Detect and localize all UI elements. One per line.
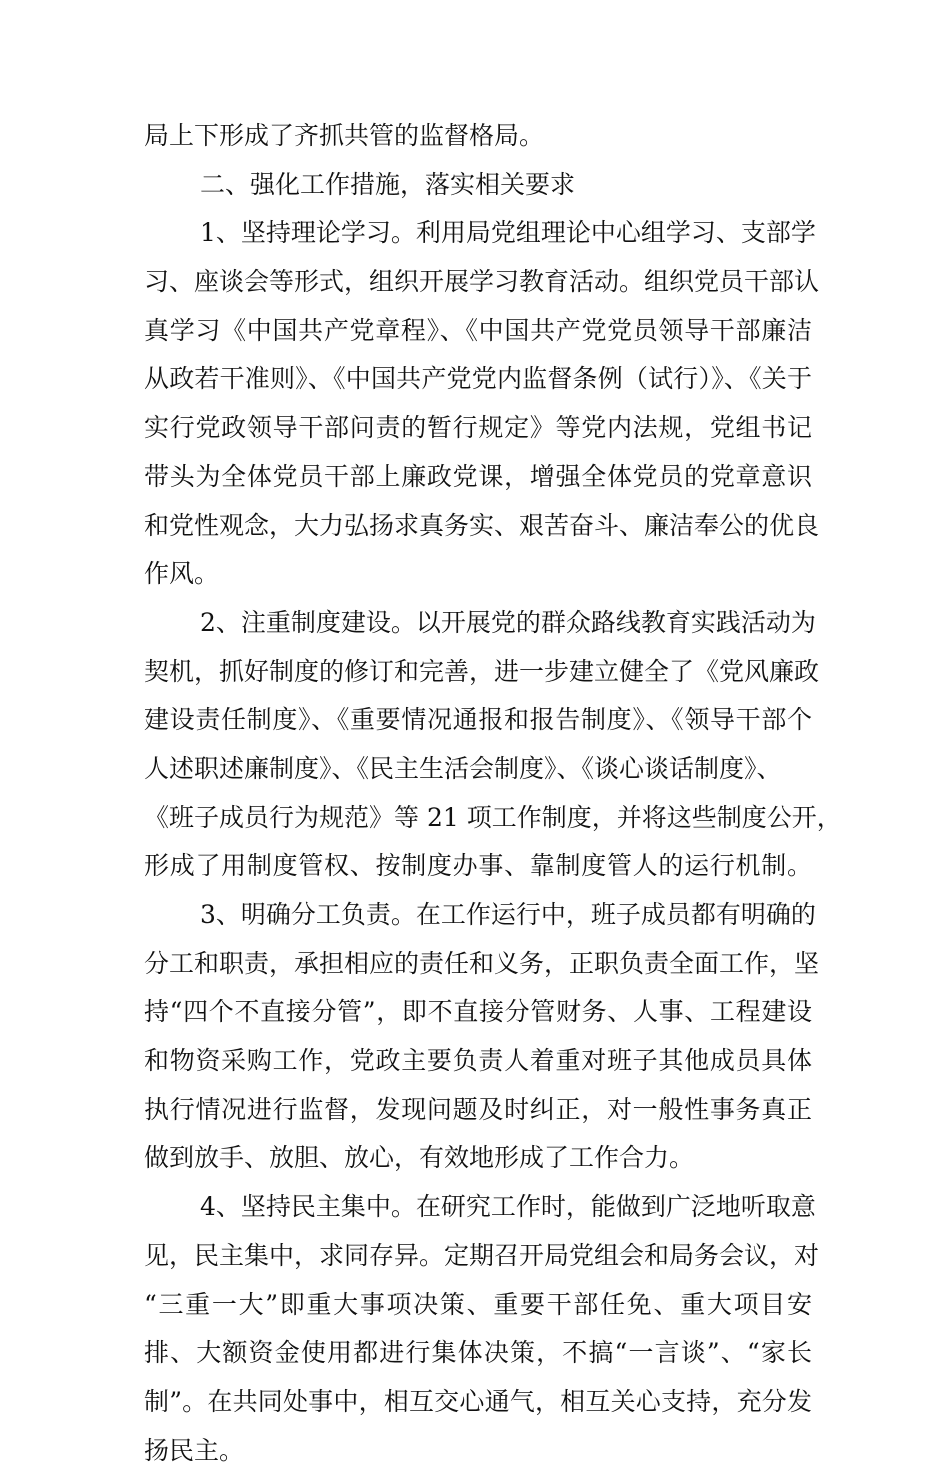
text-line: 建设责任制度》、《重要情况通报和报告制度》、《领导干部个 [144,705,812,735]
text-line: 习、座谈会等形式，组织开展学习教育活动。组织党员干部认 [144,267,820,297]
text-line: 和物资采购工作，党政主要负责人着重对班子其他成员具体 [144,1046,812,1076]
text-line: 执行情况进行监督，发现问题及时纠正，对一般性事务真正 [144,1094,812,1124]
text-line: 形成了用制度管权、按制度办事、靠制度管人的运行机制。 [144,851,812,881]
text-line: 契机，抓好制度的修订和完善，进一步建立健全了《党风廉政 [144,656,820,686]
text-line: 4、坚持民主集中。在研究工作时，能做到广泛地听取意 [200,1192,816,1222]
text-line: 二、强化工作措施，落实相关要求 [200,169,576,199]
text-line: 《班子成员行为规范》等 21 项工作制度，并将这些制度公开， [144,802,842,832]
text-line: 扬民主。 [144,1435,245,1465]
text-line: 和党性观念，大力弘扬求真务实、艰苦奋斗、廉洁奉公的优良 [144,510,820,540]
text-line: 真学习《中国共产党章程》、《中国共产党党员领导干部廉洁 [144,315,812,345]
text-line: 局上下形成了齐抓共管的监督格局。 [144,121,545,150]
text-line: 1、坚持理论学习。利用局党组理论中心组学习、支部学 [200,218,816,248]
text-line: 持“四个不直接分管”，即不直接分管财务、人事、工程建设 [144,997,812,1027]
text-line: 做到放手、放胆、放心，有效地形成了工作合力。 [144,1143,695,1173]
text-line: “三重一大”即重大事项决策、重要干部任免、重大项目安 [144,1289,812,1319]
text-line: 制”。在共同处事中，相互交心通气，相互关心支持，充分发 [144,1386,812,1416]
text-line: 作风。 [144,559,220,589]
text-line: 人述职述廉制度》、《民主生活会制度》、《谈心谈话制度》、 [144,753,782,783]
document-body [144,112,842,1475]
text-line: 从政若干准则》、《中国共产党党内监督条例（试行）》、《关于 [144,364,812,394]
text-line: 2、注重制度建设。以开展党的群众路线教育实践活动为 [200,607,816,637]
text-line: 排、大额资金使用都进行集体决策，不搞“一言谈”、“家长 [144,1338,812,1368]
text-line: 带头为全体党员干部上廉政党课，增强全体党员的党章意识 [144,461,812,491]
text-line: 分工和职责，承担相应的责任和义务，正职负责全面工作，坚 [144,948,820,978]
text-line: 实行党政领导干部问责的暂行规定》等党内法规，党组书记 [144,413,812,443]
text-line: 见，民主集中，求同存异。定期召开局党组会和局务会议，对 [144,1240,820,1270]
text-line: 3、明确分工负责。在工作运行中，班子成员都有明确的 [200,900,816,929]
